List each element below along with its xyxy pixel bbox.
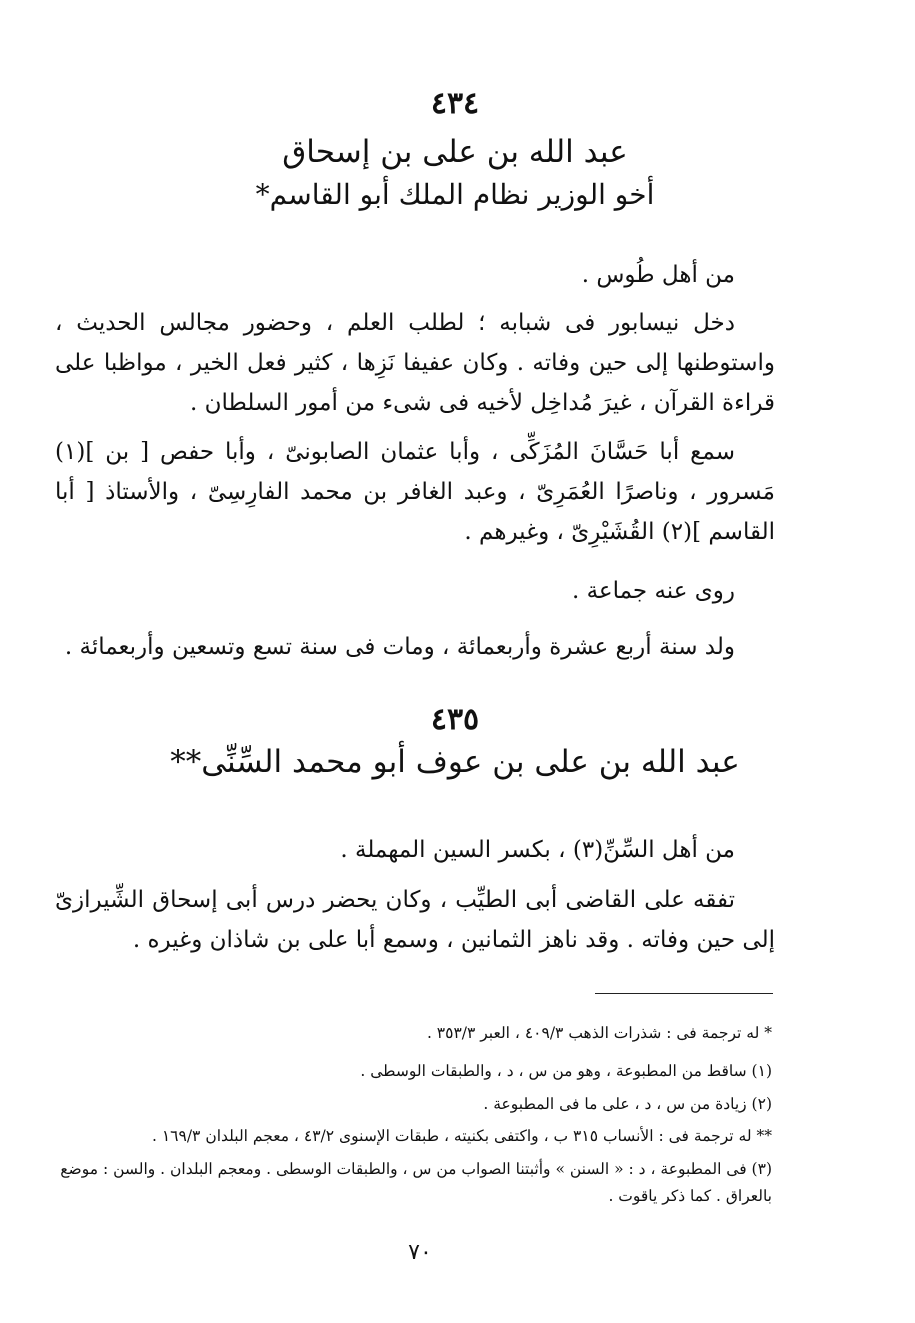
entry-subtitle: أخو الوزير نظام الملك أبو القاسم* bbox=[255, 178, 655, 211]
paragraph: ولد سنة أربع عشرة وأربعمائة ، ومات فى سنة تسع وتسعين وأربعمائة . bbox=[64, 634, 735, 660]
paragraph: تفقه على القاضى أبى الطيِّب ، وكان يحضر درس أبى إسحاق الشِّيرازىّ إلى حين وفاته . وقد ناهز الثمانين ، وسمع أبا على بن شاذان وغيره . bbox=[55, 887, 775, 953]
footnote: (١) ساقط من المطبوعة ، وهو من س ، د ، والطبقات الوسطى . bbox=[360, 1062, 772, 1080]
page-number: ٧٠ bbox=[408, 1240, 432, 1265]
footnote: * له ترجمة فى : شذرات الذهب ٤٠٩/٣ ، العبر ٣٥٣/٣ . bbox=[426, 1024, 772, 1042]
paragraph: سمع أبا حَسَّانَ المُزَكِّى ، وأبا عثمان الصابونىّ ، وأبا حفص [ بن ](١) مَسرور ، وناصرًا العُمَرِىّ ، وعبد الغافر بن محمد الفارِسِىّ ، والأستاذ [ أبا القاسم ](٢) القُشَيْرِىّ ، وغيرهم . bbox=[55, 439, 775, 545]
paragraph: من أهل السِّنِّ(٣) ، بكسر السين المهملة . bbox=[340, 837, 735, 863]
footnote-separator bbox=[595, 993, 773, 994]
footnote: (٣) فى المطبوعة ، د : « السنن » وأثبتنا الصواب من س ، والطبقات الوسطى . ومعجم البلدان . والسن : موضع بالعراق . كما ذكر ياقوت . bbox=[60, 1160, 772, 1205]
footnote: ** له ترجمة فى : الأنساب ٣١٥ ب ، واكتفى بكنيته ، طبقات الإسنوى ٤٣/٢ ، معجم البلدان ١٦٩/٣ . bbox=[152, 1127, 772, 1145]
footnote: (٢) زيادة من س ، د ، على ما فى المطبوعة . bbox=[483, 1095, 772, 1113]
entry-number: ٤٣٤ bbox=[430, 86, 480, 121]
paragraph: من أهل طُوس . bbox=[581, 262, 735, 288]
entry-title: عبد الله بن على بن عوف أبو محمد السِّنِّى** bbox=[170, 744, 740, 780]
entry-title: عبد الله بن على بن إسحاق bbox=[282, 134, 628, 170]
paragraph: دخل نيسابور فى شبابه ؛ لطلب العلم ، وحضور مجالس الحديث ، واستوطنها إلى حين وفاته . وكان عفيفا نَزِها ، كثير فعل الخير ، مواظبا على قراءة القرآن ، غيرَ مُداخِل لأخيه فى شىء من أمور السلطان . bbox=[55, 310, 775, 416]
entry-number: ٤٣٥ bbox=[430, 702, 480, 737]
paragraph: روى عنه جماعة . bbox=[571, 578, 735, 604]
